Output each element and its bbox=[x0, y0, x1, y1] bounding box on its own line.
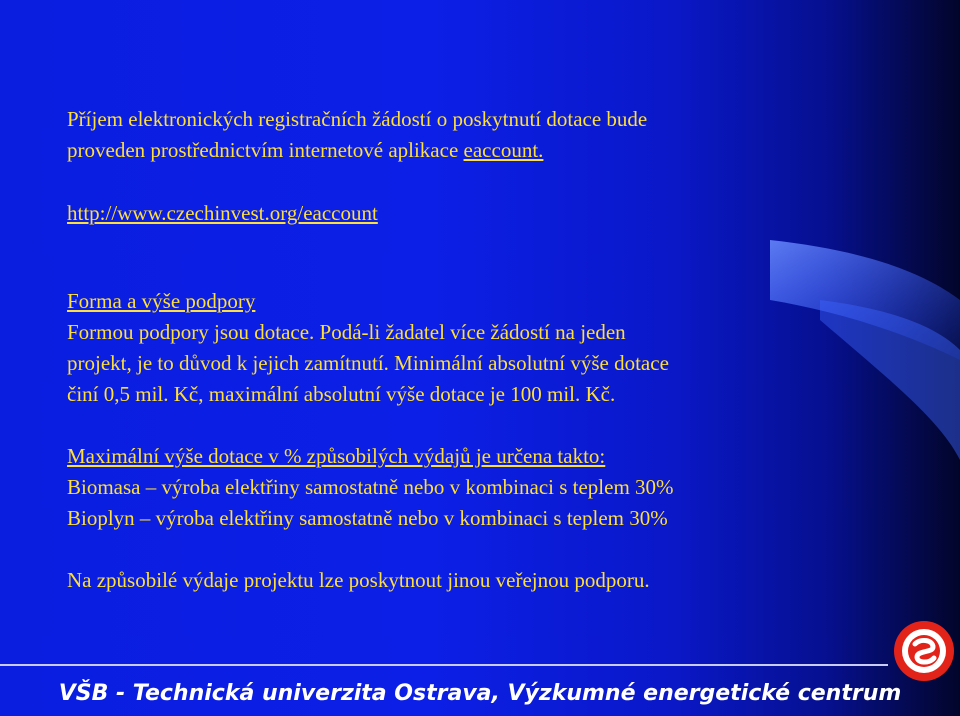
max-subsidy-biogas: Bioplyn – výroba elektřiny samostatně nebo v kombinaci s teplem 30% bbox=[67, 506, 668, 530]
max-subsidy-heading: Maximální výše dotace v % způsobilých výdajů je určena takto: bbox=[67, 444, 606, 468]
intro-line-2 bbox=[67, 135, 927, 166]
eaccount-link[interactable]: eaccount. bbox=[463, 138, 544, 162]
form-body-line-1: Formou podpory jsou dotace. Podá-li žadatel více žádostí na jeden bbox=[67, 320, 626, 344]
max-subsidy-biomass: Biomasa – výroba elektřiny samostatně nebo v kombinaci s teplem 30% bbox=[67, 475, 674, 499]
czechinvest-url-link[interactable]: http://www.czechinvest.org/eaccount bbox=[67, 201, 378, 225]
footer-institution: VŠB - Technická univerzita Ostrava, Výzkumné energetické centrum bbox=[58, 681, 902, 706]
slide-content bbox=[67, 104, 927, 596]
footer-divider bbox=[0, 664, 888, 666]
intro-line-2-text: proveden prostřednictvím internetové aplikace bbox=[67, 138, 464, 162]
intro-line-1: Příjem elektronických registračních žádostí o poskytnutí dotace bude bbox=[67, 107, 648, 131]
form-body-line-2: projekt, je to důvod k jejich zamítnutí. Minimální absolutní výše dotace bbox=[67, 351, 669, 375]
form-heading: Forma a výše podpory bbox=[67, 289, 256, 313]
form-body-line-3: činí 0,5 mil. Kč, maximální absolutní výše dotace je 100 mil. Kč. bbox=[67, 382, 616, 406]
closing-note: Na způsobilé výdaje projektu lze poskytnout jinou veřejnou podporu. bbox=[67, 568, 650, 592]
